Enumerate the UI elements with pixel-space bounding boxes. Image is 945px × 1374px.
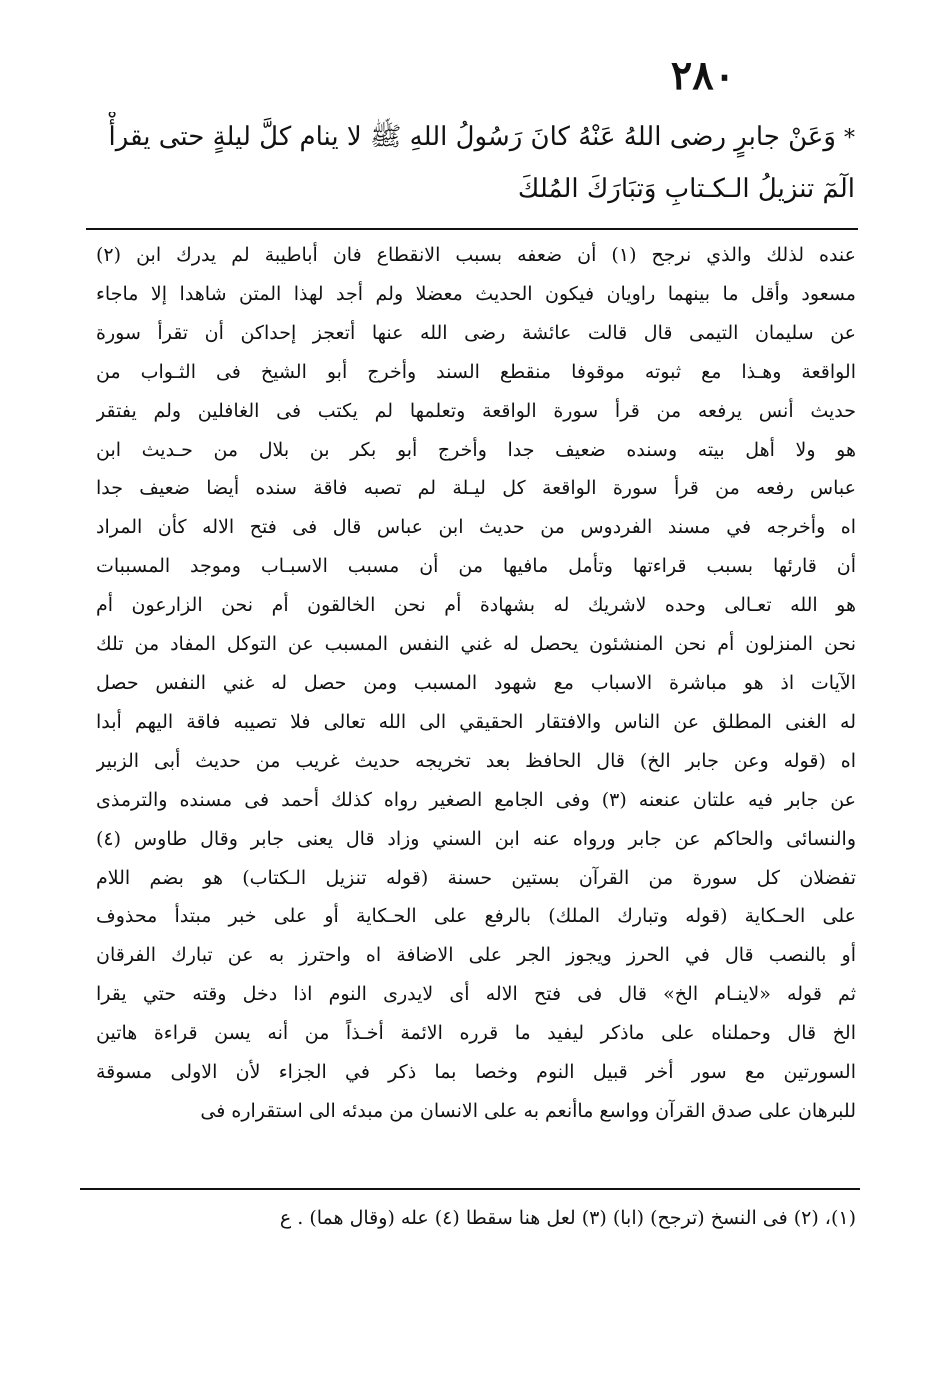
- commentary-line: مسعود وأقل ما بينهما راويان فيكون الحديث معضلا ولم أجد لهذا المتن شاهدا إلا ماجاء: [96, 282, 856, 305]
- commentary-line: هو ولا أهل بيته وسنده ضعيف جدا وأخرج أبو بكر بن بلال من حـديث ابن: [96, 438, 856, 461]
- hadith-line: [95, 112, 855, 164]
- hadith-line-text: وَعَنْ جابرٍ رضى اللهُ عَنْهُ كانَ رَسُولُ اللهِ ﷺ لا ينام كلَّ ليلةٍ حتى يقرأْ: [108, 122, 836, 152]
- star-marker: *: [844, 126, 855, 151]
- footnote-divider: [80, 1188, 860, 1190]
- commentary-line: أو بالنصب قال في الحرز ويجوز الجر على الاضافة اه واحترز به عن تبارك الفرقان: [96, 944, 856, 967]
- commentary-line: له الغنى المطلق عن الناس والافتقار الحقيقي الى الله تعالى فلا تصيبه فاقة اليهم أبدا: [96, 710, 856, 733]
- commentary-line: نحن المنزلون أم نحن المنشئون يحصل له غني النفس المسبب عن التوكل المفاد من تلك: [96, 633, 856, 656]
- commentary-line: حديث أنس يرفعه من قرأ سورة الواقعة وتعلمها لم يكتب فى الغافلين ولم يفتقر: [96, 399, 856, 422]
- commentary-line: عباس رفعه من قرأ سورة الواقعة كل ليـلة لم تصبه فاقة سنده أيضا ضعيف جدا: [96, 477, 856, 500]
- hadith-line: الٓمٓ تنزيلُ الـكـتابِ وَتبَارَكَ المُلكَ: [517, 174, 855, 204]
- commentary-line: عن جابر فيه علتان عنعنه (٣) وفى الجامع الصغير رواه كذلك أحمد فى مسنده والترمذى: [96, 788, 856, 811]
- commentary-line: عنده لذلك والذي نرجح (١) أن ضعفه بسبب الانقطاع فان أباطيبة لم يدرك ابن (٢): [96, 244, 856, 266]
- footnote: (١)، (٢) فى النسخ (ترجح) (ابا) (٣) لعل هنا سقطا (٤) عله (وقال هما) . ع: [279, 1207, 856, 1229]
- commentary-line: اه وأخرجه في مسند الفردوس من حديث ابن عباس قال فى فتح الاله كأن المراد: [96, 516, 856, 539]
- commentary-line: الخ قال وحملناه على ماذكر ليفيد ما قرره الائمة أخـذاً من أنه يسن قراءة هاتين: [96, 1022, 856, 1045]
- commentary-line: للبرهان على صدق القرآن وواسع ماأنعم به على الانسان من مبدئه الى استقراره فى: [200, 1099, 856, 1122]
- commentary-line: على الحـكاية (قوله وتبارك الملك) بالرفع على الحـكاية أو على خبر مبتدأ محذوف: [96, 905, 856, 928]
- commentary-line: أن قارئها بسبب قراءتها وتأمل مافيها من أن مسبب الاسبـاب وموجد المسببات: [96, 555, 856, 578]
- commentary-line: الواقعة وهـذا مع ثبوته موقوفا منقطع السند وأخرج أبو الشيخ فى الثـواب من: [96, 360, 856, 383]
- commentary-line: هو الله تعـالى وحده لاشريك له بشهادة أم نحن الخالقون أم نحن الزارعون أم: [96, 594, 856, 617]
- commentary-line: تفضلان كل سورة من القرآن بستين حسنة (قوله تنزيل الـكتاب) هو بضم اللام: [96, 866, 856, 889]
- commentary-line: عن سليمان التيمى قال قالت عائشة رضى الله عنها أتعجز إحداكن أن تقرأ سورة: [96, 321, 856, 344]
- commentary-line: اه (قوله وعن جابر الخ) قال الحافظ بعد تخريجه حديث غريب من حديث أبى الزبير: [96, 749, 856, 772]
- commentary-line: الآيات اذ هو مباشرة الاسباب مع شهود المسبب ومن حصل له غني النفس حصل: [96, 671, 856, 694]
- commentary-line: السورتين مع سور أخر قبيل النوم وخصا بما ذكر في الجزاء لأن الاولى مسوقة: [96, 1061, 856, 1084]
- commentary-text: [96, 236, 856, 1131]
- top-divider: [86, 228, 858, 230]
- commentary-line: ثم قوله «لاينـام الخ» قال فى فتح الاله أى لايدرى النوم اذا دخل وقته حتي يقرا: [96, 983, 856, 1006]
- page-number: ٢٨٠: [670, 52, 736, 99]
- hadith-text: [95, 112, 855, 215]
- commentary-line: والنسائى والحاكم عن جابر ورواه عنه ابن السني وزاد قال يعنى جابر وقال طاوس (٤): [96, 827, 856, 850]
